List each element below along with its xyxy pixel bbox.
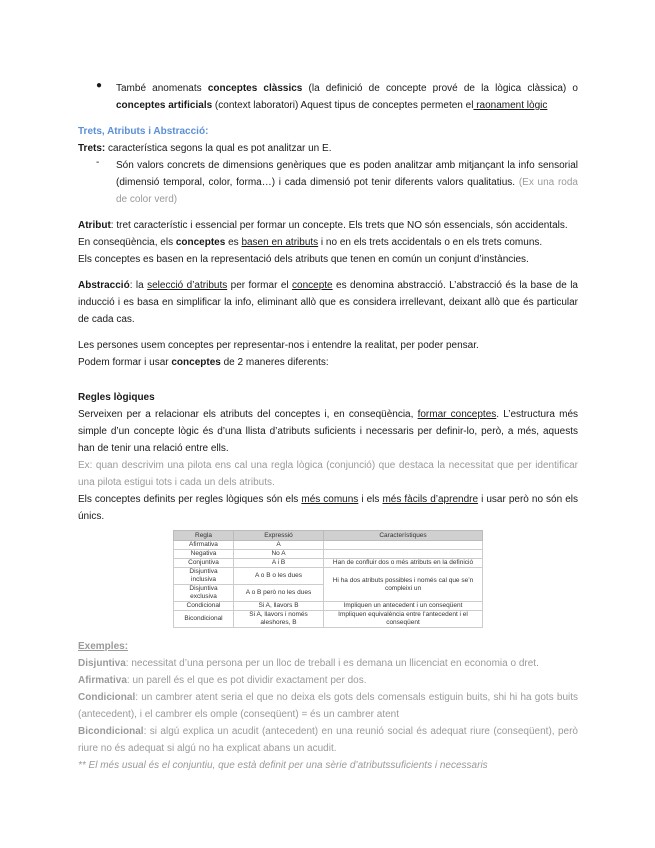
table-cell: Bicondicional bbox=[174, 611, 234, 628]
table-cell: Negativa bbox=[174, 550, 234, 559]
trets-subitem: Són valors concrets de dimensions genèriques que es poden analitzar amb mitjançant la info sensorial (dimensió temporal, color, forma…) i cada dimensió pot tenir diferents valors qualitatius. (Ex una roda de color verd) bbox=[116, 160, 578, 205]
table-header: Característiques bbox=[324, 531, 483, 541]
table-cell: Disjuntiva inclusiva bbox=[174, 568, 234, 585]
regles-paragraph: Serveixen per a relacionar els atributs del conceptes i, en conseqüència, formar conceptes. L’estructura més simple d’un concepte lògic és d’una llista d’atributs suficients i necessaris per definir-lo, però, a més, aquests han de tenir una relació entre ells. bbox=[78, 409, 579, 454]
table-cell: Hi ha dos atributs possibles i només cal que se’n compleixi un bbox=[324, 568, 483, 602]
section-heading-exemples: Exemples: bbox=[78, 641, 129, 652]
atribut-representation: Els conceptes es basen en la representació dels atributs que tenen en común un conjunt d’instàncies. bbox=[78, 254, 529, 265]
table-row bbox=[174, 559, 483, 568]
table-cell bbox=[324, 541, 483, 550]
table-cell: A o B però no les dues bbox=[233, 585, 323, 602]
bullet-icon: ● bbox=[96, 80, 103, 91]
table-cell: Disjuntiva exclusiva bbox=[174, 585, 234, 602]
persones-line: Les persones usem conceptes per representar-nos i entendre la realitat, per poder pensar. bbox=[78, 340, 479, 351]
table-cell: Si A, llavors B bbox=[233, 602, 323, 611]
table-cell: Han de confluir dos o més atributs en la definició bbox=[324, 559, 483, 568]
table-cell bbox=[324, 550, 483, 559]
atribut-definition: Atribut: tret característic i essencial per formar un concepte. Els trets que NO són essencials, són accidentals. bbox=[78, 220, 568, 231]
table-cell: Si A, llavors i només aleshores, B bbox=[233, 611, 323, 628]
example-item: Bicondicional: si algú explica un acudit (antecedent) en una reunió social és adequat riure (conseqüent), però riure no és adequat si algú no ha explicat abans un acudit. bbox=[78, 726, 578, 754]
table-cell: A bbox=[233, 541, 323, 550]
example-item: Condicional: un cambrer atent seria el que no deixa els gots dels comensals estiguin buits, shi hi ha gots buits (antecedent), i el cambrer els omple (conseqüent) = és un cambrer atent bbox=[78, 692, 578, 720]
rules-table bbox=[173, 530, 483, 628]
table-header-row bbox=[174, 531, 483, 541]
regles-example: Ex: quan descrivim una pilota ens cal una regla lògica (conjunció) que destaca la necessitat que per identificar una pilota estigui tots i cada un dels atributs. bbox=[78, 460, 578, 488]
dash-marker: - bbox=[96, 157, 100, 168]
formar-line: Podem formar i usar conceptes de 2 maneres diferents: bbox=[78, 357, 329, 368]
footnote: ** El més usual és el conjuntiu, que està definit per una sèrie d’atributssuficients i necessaris bbox=[78, 760, 488, 771]
table-row bbox=[174, 611, 483, 628]
table-cell: Impliquen un antecedent i un conseqüent bbox=[324, 602, 483, 611]
table-cell: Impliquen equivalència entre l’antecedent i el conseqüent bbox=[324, 611, 483, 628]
table-cell: No A bbox=[233, 550, 323, 559]
section-heading-trets: Trets, Atributs i Abstracció: bbox=[78, 126, 209, 137]
table-cell: A i B bbox=[233, 559, 323, 568]
regles-common: Els conceptes definits per regles lògiques són els més comuns i els més fàcils d’aprendre i usar però no són els únics. bbox=[78, 494, 579, 522]
table-cell: Afirmativa bbox=[174, 541, 234, 550]
trets-sublist bbox=[78, 157, 578, 208]
atribut-consequence: En conseqüència, els conceptes es basen en atributs i no en els trets accidentals o en els trets comuns. bbox=[78, 237, 543, 248]
example-item: Afirmativa: un parell és el que es pot dividir exactament per dos. bbox=[78, 675, 367, 686]
section-heading-regles: Regles lògiques bbox=[78, 392, 155, 403]
table-row bbox=[174, 541, 483, 550]
example-item: Disjuntiva: necessitat d’una persona per un lloc de treball i es demana un llicenciat en economia o dret. bbox=[78, 658, 539, 669]
intro-text: També anomenats conceptes clàssics (la definició de concepte prové de la lògica clàssica) o conceptes artificials (context laboratori) Aquest tipus de conceptes permeten el raonament lògic bbox=[116, 83, 578, 111]
table-header: Regla bbox=[174, 531, 234, 541]
document-page bbox=[78, 80, 578, 774]
table-row bbox=[174, 568, 483, 585]
intro-bullet bbox=[78, 80, 578, 114]
table-cell: Condicional bbox=[174, 602, 234, 611]
trets-definition: Trets: característica segons la qual es pot analitzar un E. bbox=[78, 143, 332, 154]
table-cell: A o B o les dues bbox=[233, 568, 323, 585]
table-row bbox=[174, 602, 483, 611]
table-cell: Conjuntiva bbox=[174, 559, 234, 568]
table-header: Expressió bbox=[233, 531, 323, 541]
abstraccio-definition: Abstracció: la selecció d’atributs per formar el concepte es denomina abstracció. L’abstracció és la base de la inducció i es basa en simplificar la info, eliminant allò que es considera irrellevant, deixant allò que és particular de cada cas. bbox=[78, 280, 578, 325]
table-row bbox=[174, 550, 483, 559]
